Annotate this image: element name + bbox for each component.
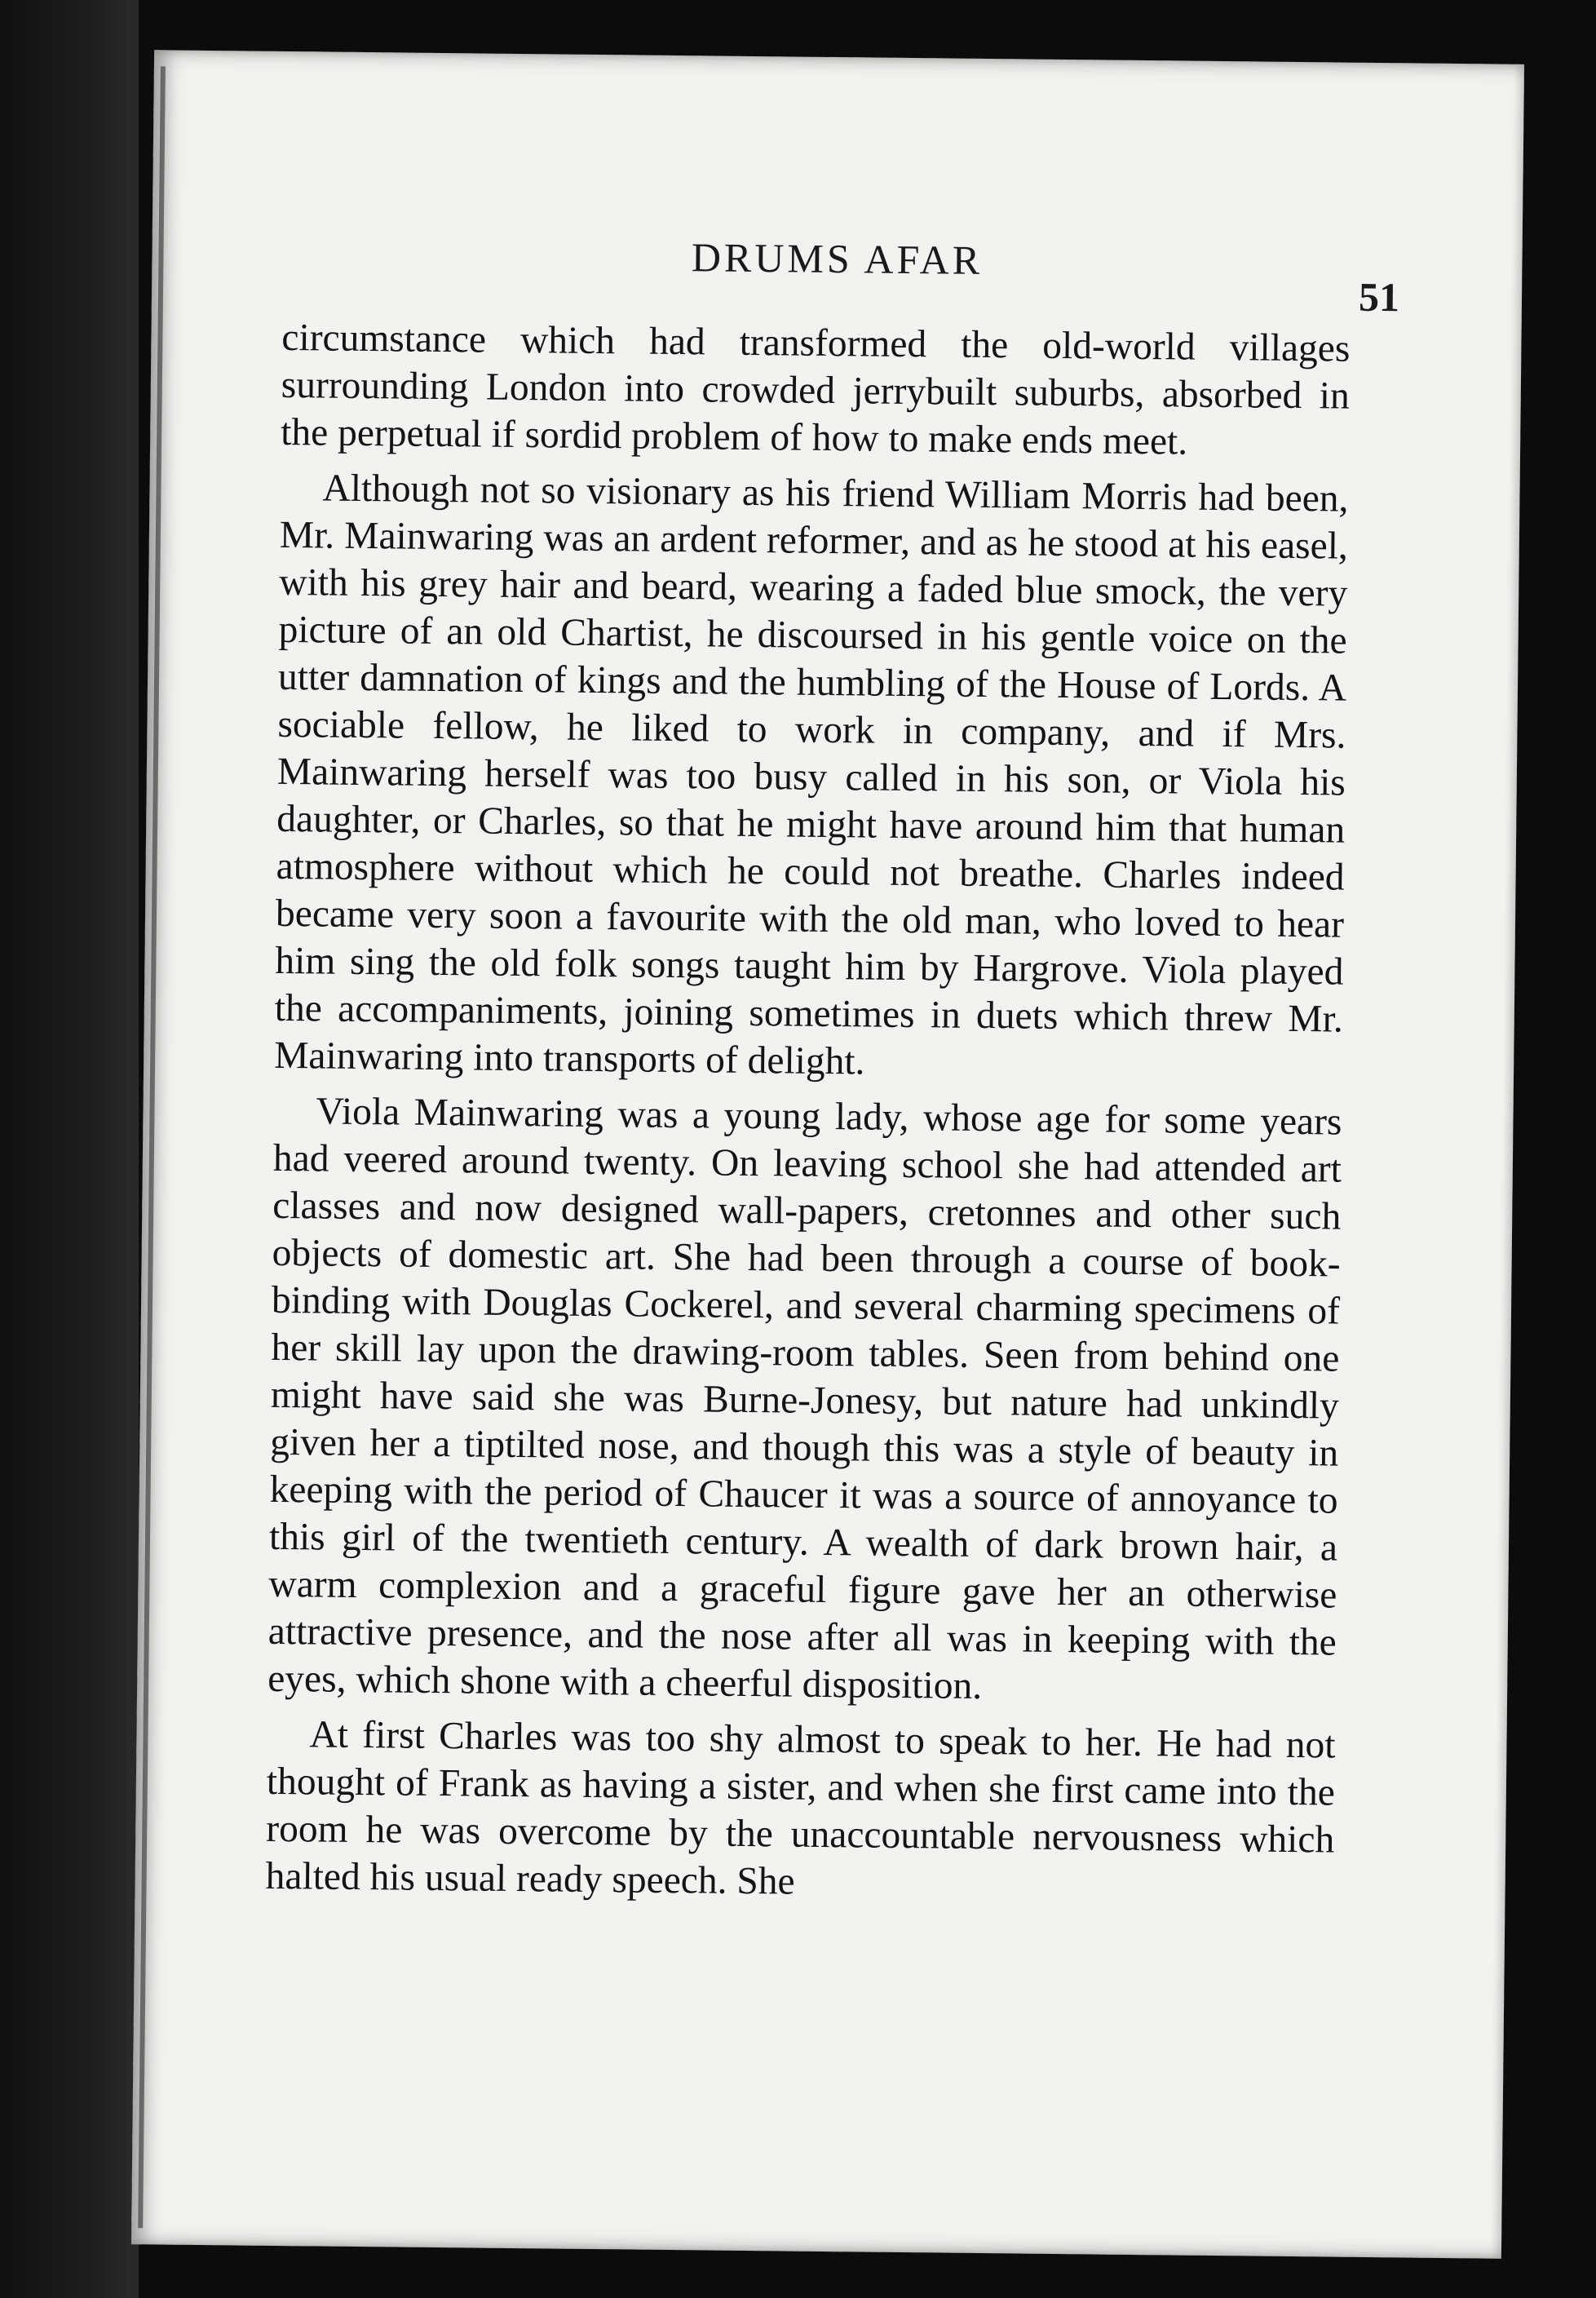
running-head: DRUMS AFAR: [691, 234, 984, 283]
book-page: [131, 50, 1524, 2258]
paragraph: At first Charles was too shy almost to speak to her. He had not thought of Frank as having a sister, and when she first came into the room he was overcome by the unaccountable nervousness which halted his usual ready speech. She: [265, 1713, 1336, 1903]
page-number: 51: [1358, 273, 1400, 321]
paragraph: Viola Mainwaring was a young lady, whose age for some years had veered around twenty. On leaving school she had attended art classes and now designed wall-papers, cretonnes and other such objects of domestic art. She had been through a course of book-binding with Douglas Cockerel, and several charming specimens of her skill lay upon the drawing-room tables. Seen from behind one might have said she was Burne-Jonesy, but nature had unkindly given her a tiptilted nose, and though this was a style of beauty in keeping with the period of Chaucer it was a source of annoyance to this girl of the twentieth century. A wealth of dark brown hair, a warm complexion and a graceful figure gave her an otherwise attractive presence, and the nose after all was in keeping with the eyes, which shone with a cheerful disposition.: [267, 1090, 1342, 1708]
binding-gutter: [138, 66, 185, 2228]
body-text: [265, 314, 1350, 1919]
paragraph-continued: circumstance which had transformed the old-world villages surrounding London into crowded jerrybuilt suburbs, absorbed in the perpetual if sordid problem of how to make ends meet.: [280, 316, 1351, 463]
paragraph: Although not so visionary as his friend William Morris had been, Mr. Mainwaring was an ardent reformer, and as he stood at his easel, with his grey hair and beard, wearing a faded blue smock, the very picture of an old Chartist, he discoursed in his gentle voice on the utter damnation of kings and the humbling of the House of Lords. A sociable fellow, he liked to work in company, and if Mrs. Mainwaring herself was too busy called in his son, or Viola his daughter, or Charles, so that he might have around him that human atmosphere without which he could not breathe. Charles indeed became very soon a favourite with the old man, who loved to hear him sing the old folk songs taught him by Hargrove. Viola played the accompaniments, joining sometimes in duets which threw Mr. Mainwaring into transports of delight.: [273, 467, 1349, 1083]
left-page-edge: [0, 0, 139, 2298]
